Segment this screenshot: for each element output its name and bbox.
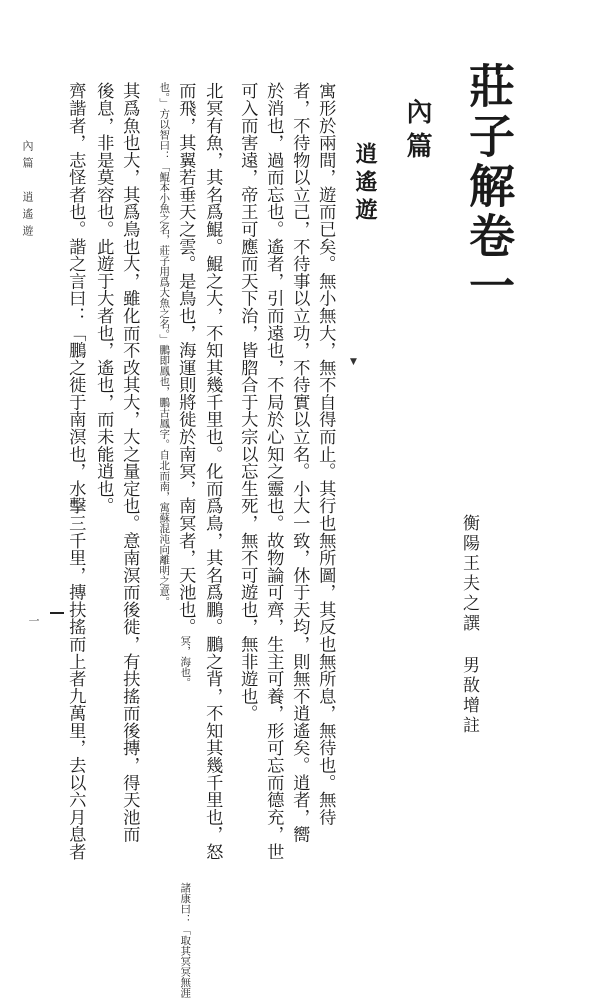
- margin-label: 內篇 逍遙遊: [21, 140, 34, 242]
- annotation-mark: ▼: [350, 357, 357, 367]
- main-text: 而飛，其翼若垂天之雲。是鳥也，海運則將徙於南冥，南冥者，天池也。: [175, 82, 196, 636]
- main-text: 寓形於兩間，遊而已矣。無小無大，無不自得而止。其行也無所圖，其反也無所息，無待也。無待: [315, 82, 336, 826]
- main-text: 北冥有魚，其名爲鯤。鯤之大，不知其幾千里也。化而爲鳥，其名爲鵬。鵬之背，不知其幾千里也，怒: [202, 82, 223, 861]
- main-text: 後息，非是莫容也。此遊于大者也，遙也，而未能逍也。: [93, 82, 114, 515]
- text-column: [93, 82, 114, 762]
- text-column: [237, 82, 258, 762]
- chapter-heading: 逍遙遊: [352, 142, 378, 226]
- book-title: 莊子解卷一: [462, 62, 516, 312]
- text-column: [289, 82, 310, 843]
- text-column: [175, 82, 196, 998]
- page-rule: [50, 612, 64, 614]
- main-text: 可入而害遠，帝王可應而天下治，皆脗合于大宗以忘生死，無不可遊也，無非遊也。: [237, 82, 258, 722]
- text-column: [202, 82, 223, 861]
- author-line: 衡陽王夫之譔: [459, 514, 479, 634]
- text-column: [263, 82, 284, 861]
- main-text: 齊諧者，志怪者也。諧之言曰：「鵬之徙于南溟也，水擊三千里，摶扶搖而上者九萬里，去以六月息者: [65, 82, 86, 861]
- main-text: 者，不待物以立己，不待事以立功，不待實以立名。小大一致，休于天均，則無不逍遙矣。逍者，嚮: [289, 82, 310, 843]
- inline-note: 也。」方以智曰：「鯤本小魚之名，莊子用爲大魚之名。」鵬即鳳也，鵬古鳳字。自北而南，寓蘇混沌向離明之意。: [158, 82, 171, 607]
- text-column: [65, 82, 86, 861]
- main-text: 其爲魚也大，其爲鳥也大，雖化而不改其大，大之量定也。意南溟而後徙，有扶搖而後摶，得天池而: [119, 82, 140, 843]
- section-heading: 內篇: [402, 98, 432, 166]
- text-column: [119, 82, 140, 843]
- inline-note: 冥，海也。 諸康曰：「取其冥冥無涯: [179, 635, 192, 998]
- annotator-line: 男敔增註: [459, 656, 479, 736]
- main-text: 於消也，過而忘也。遙者，引而遠也，不局於心知之靈也。故物論可齊，生主可養，形可忘而德充，世: [263, 82, 284, 861]
- page-number: 一: [27, 615, 40, 632]
- text-column: [155, 82, 172, 762]
- text-column: [315, 82, 336, 826]
